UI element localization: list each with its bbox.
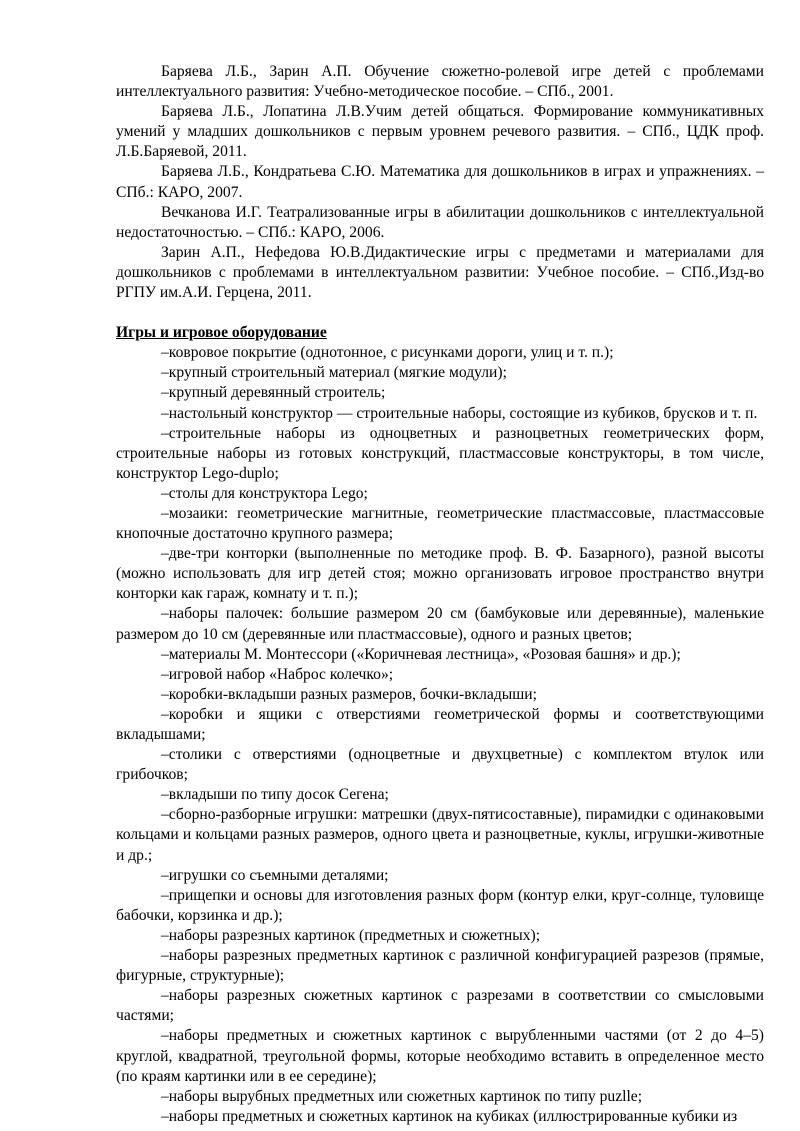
reference-list: [116, 62, 764, 303]
list-item: –наборы палочек: большие размером 20 см (бамбуковые или деревянные), маленькие размером до 10 см (деревянные или пластмассовые), одного и разных цветов;: [116, 605, 764, 643]
list-item: –игровой набор «Наброс колечко»;: [161, 665, 394, 683]
list-item: –столики с отверстиями (одноцветные и двухцветные) с комплектом втулок или грибочков;: [116, 746, 764, 784]
list-item: –две-три конторки (выполненные по методике проф. В. Ф. Базарного), разной высоты (можно использовать для игр детей стоя; можно организовать игровое пространство внутри конторки как гараж, комнату и т. п.);: [116, 545, 764, 603]
list-item: –наборы предметных и сюжетных картинок с вырубленными частями (от 2 до 4–5) круглой, квадратной, треугольной формы, которые необходимо вставить в определенное место (по краям картинки или в ее середине);: [116, 1027, 764, 1085]
section-heading: Игры и игровое оборудование: [116, 324, 327, 342]
reference-item: Баряева Л.Б., Кондратьева С.Ю. Математика для дошкольников в играх и упражнениях. – СПб.: КАРО, 2007.: [116, 163, 764, 201]
list-item: –наборы разрезных сюжетных картинок с разрезами в соответствии со смысловыми частями;: [116, 987, 764, 1025]
list-item: –наборы предметных и сюжетных картинок на кубиках (иллюстрированные кубики из: [161, 1107, 738, 1125]
list-item: –коробки и ящики с отверстиями геометрической формы и соответствующими вкладышами;: [116, 705, 764, 743]
list-item: –настольный конструктор — строительные наборы, состоящие из кубиков, брусков и т. п.: [161, 404, 758, 422]
list-item: –мозаики: геометрические магнитные, геометрические пластмассовые, пластмассовые кнопочные достаточно крупного размера;: [116, 504, 764, 543]
reference-item: Зарин А.П., Нефедова Ю.В.Дидактические игры с предметами и материалами для дошкольников с проблемами в интеллектуальном развитии: Учебное пособие. – СПб.,Изд-во РГПУ им.А.И. Герцена, 2011.: [116, 243, 764, 302]
document-page: [116, 62, 764, 1127]
list-item: –игрушки со съемными деталями;: [161, 866, 389, 884]
list-item: –вкладыши по типу досок Сегена;: [161, 786, 389, 804]
list-item: –материалы М. Монтессори («Коричневая лестница», «Розовая башня» и др.);: [161, 645, 681, 663]
list-item: –ковровое покрытие (однотонное, с рисунками дороги, улиц и т. п.);: [161, 344, 614, 362]
list-item: –наборы разрезных предметных картинок с различной конфигурацией разрезов (прямые, фигурные, структурные);: [116, 947, 764, 985]
list-item: –коробки-вкладыши разных размеров, бочки-вкладыши;: [161, 685, 537, 703]
list-item: –прищепки и основы для изготовления разных форм (контур елки, круг-солнце, туловище бабочки, корзинка и др.);: [116, 886, 764, 924]
list-item: –наборы разрезных картинок (предметных и сюжетных);: [161, 926, 541, 944]
section-spacer: [116, 303, 764, 323]
list-item: –строительные наборы из одноцветных и разноцветных геометрических форм, строительные наборы из готовых конструкций, пластмассовые конструкторы, в том числе, конструктор Lego-duplo;: [116, 424, 764, 482]
list-item: –столы для конструктора Lego;: [161, 484, 368, 502]
reference-item: Баряева Л.Б., Зарин А.П. Обучение сюжетно-ролевой игре детей с проблемами интеллектуального развития: Учебно-методическое пособие. – СПб., 2001.: [116, 63, 764, 101]
list-item: –крупный строительный материал (мягкие модули);: [161, 364, 507, 382]
equipment-list: [116, 343, 764, 1127]
reference-item: Вечканова И.Г. Театрализованные игры в абилитации дошкольников с интеллектуальной недостаточностью. – СПб.: КАРО, 2006.: [116, 203, 764, 241]
reference-item: Баряева Л.Б., Лопатина Л.В.Учим детей общаться. Формирование коммуникативных умений у младших дошкольников с первым уровнем речевого развития. – СПб., ЦДК проф. Л.Б.Баряевой, 2011.: [116, 103, 764, 161]
list-item: –наборы вырубных предметных или сюжетных картинок по типу puzlle;: [161, 1087, 643, 1105]
list-item: –сборно-разборные игрушки: матрешки (двух-пятисоставные), пирамидки с одинаковыми кольцами и кольцами разных размеров, одного цвета и разноцветные, куклы, игрушки-животные и др.;: [116, 806, 764, 864]
list-item: –крупный деревянный строитель;: [161, 384, 386, 402]
